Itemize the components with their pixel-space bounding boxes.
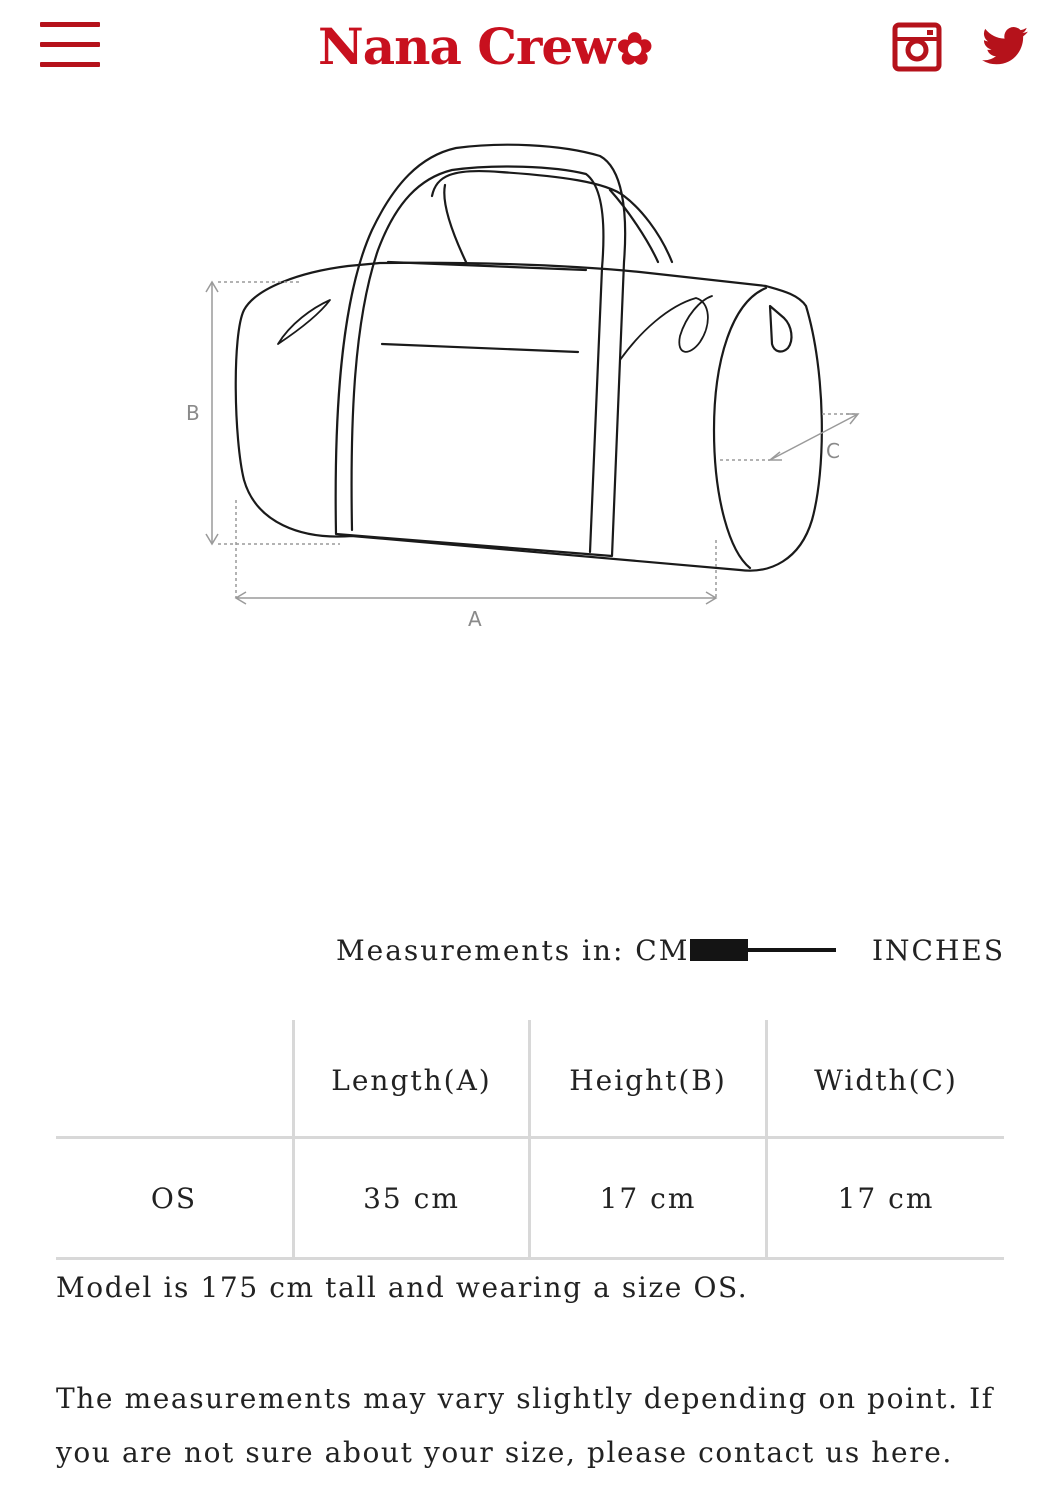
brand-name: Nana Crew [318,17,615,76]
instagram-icon[interactable] [892,22,942,72]
toggle-knob [690,939,748,961]
brand-logo[interactable] [318,14,748,80]
table-cell-width: 17 cm [837,1181,935,1215]
table-cell-size: OS [150,1181,198,1215]
table-cell-length: 35 cm [363,1181,460,1215]
twitter-icon[interactable] [980,22,1030,72]
table-header-length: Length(A) [331,1063,492,1097]
unit-switch-row [0,925,1059,977]
disclaimer-end: . [942,1436,953,1469]
site-header [0,0,1059,92]
table-cell-height: 17 cm [599,1181,697,1215]
unit-toggle[interactable] [690,939,836,963]
size-table [56,1020,1004,1260]
dimension-label-b: B [186,401,200,425]
table-header-height: Height(B) [569,1063,727,1097]
duffel-bag-diagram [150,130,910,650]
toggle-track [746,948,836,952]
measurements-unit-label: Measurements in: CM [336,934,690,967]
disclaimer-text: The measurements may vary slightly depending on point. If you are not sure about your size, please contact us [56,1382,994,1469]
hamburger-menu-icon[interactable] [40,22,102,68]
row-divider [56,1257,1004,1260]
contact-us-link[interactable]: here [871,1436,943,1469]
dimension-label-c: C [826,439,840,463]
table-header-width: Width(C) [814,1063,958,1097]
measurement-disclaimer [56,1372,996,1480]
inches-option[interactable]: INCHES [872,934,1006,967]
flower-icon: ✿ [616,24,653,75]
model-size-note: Model is 175 cm tall and wearing a size OS. [56,1271,749,1304]
table-header-empty [56,1020,292,1136]
dimension-label-a: A [468,607,482,631]
